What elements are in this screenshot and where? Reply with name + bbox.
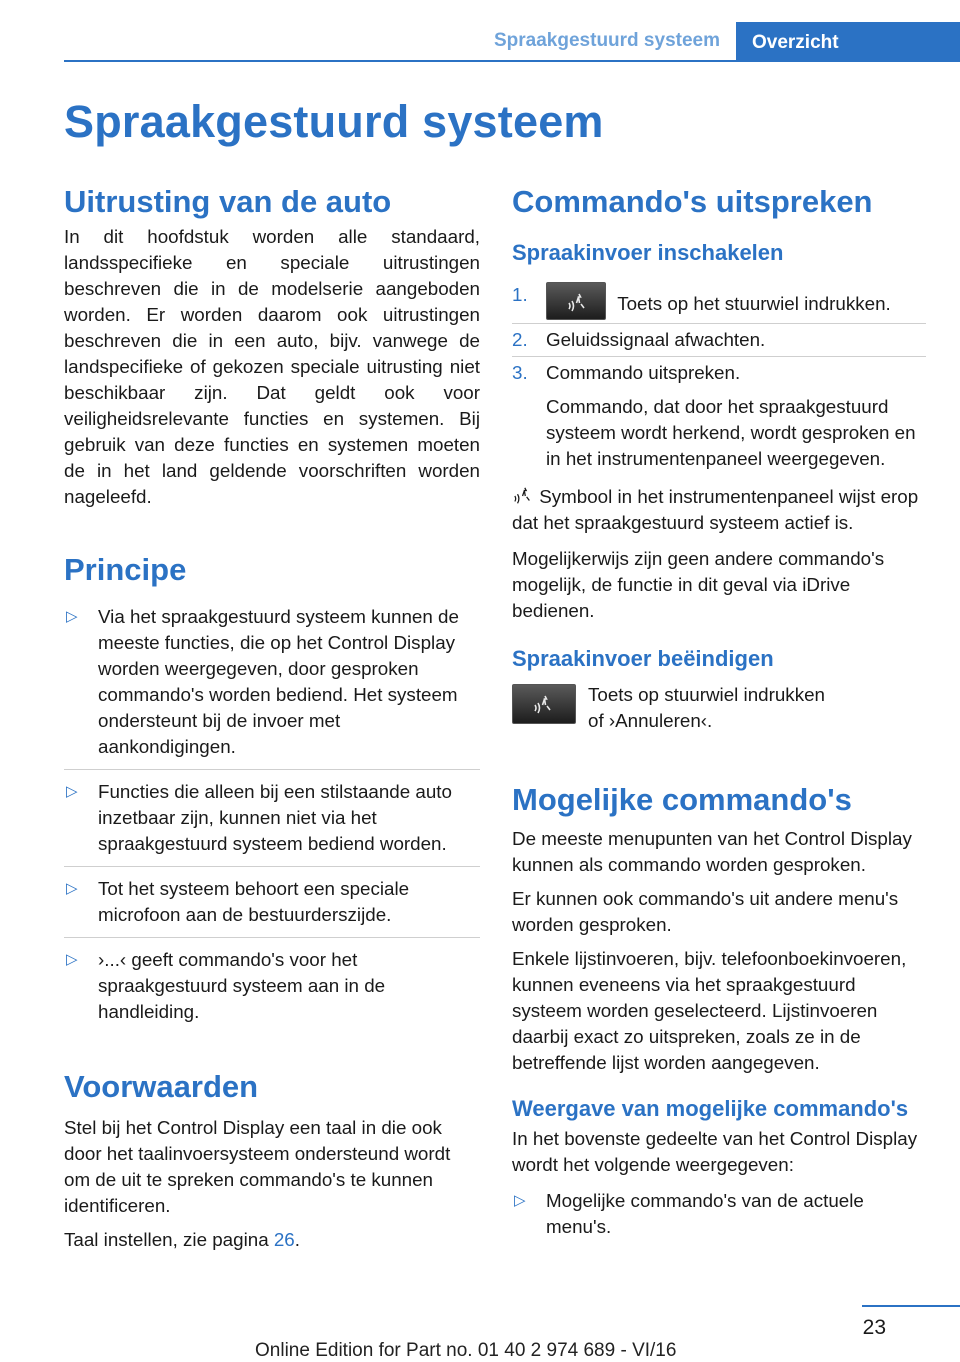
section-title-possible-commands: Mogelijke commando's (512, 782, 852, 817)
list-item: ▷ ›...‹ geeft commando's voor het spraakgestuurd systeem aan in de handleiding. (66, 949, 386, 1022)
triangle-bullet-icon: ▷ (66, 608, 78, 625)
deactivate-line1: Toets op stuurwiel indrukken (588, 684, 825, 705)
footer-rule (862, 1305, 960, 1307)
requirements-paragraph: Stel bij het Control Display een taal in die ook door het taalinvoersysteem ondersteund wordt om de uit te spreken commando's te kunnen identificeren. (64, 1117, 451, 1216)
page-number: 23 (862, 1316, 886, 1339)
display-paragraph: In het bovenste gedeelte van het Control Display wordt het volgende weergegeven: (512, 1128, 918, 1175)
steps-list (512, 282, 926, 472)
voice-icon (565, 290, 589, 314)
subsection-title-deactivate: Spraakinvoer beëindigen (512, 646, 774, 671)
commands-paragraph-2: Er kunnen ook commando's uit andere menu's worden gesproken. (512, 888, 899, 935)
subsection-title-activate: Spraakinvoer inschakelen (512, 240, 784, 265)
step-item: 1. Toets op het stuurwiel indrukken. (512, 282, 926, 320)
right-column (512, 180, 926, 1240)
list-item: ▷ Mogelijke commando's van de actuele menu's. (514, 1190, 864, 1237)
list-item: ▷ Via het spraakgestuurd systeem kunnen de meeste functies, die op het Control Display worden weergegeven, door gesproken commando's worden bediend. Het systeem ondersteunt bij de invoer met aankondigingen. (64, 604, 480, 760)
header-section-title: Spraakgestuurd systeem (494, 30, 720, 51)
voice-button-image (546, 282, 606, 320)
list-item: ▷ Tot het systeem behoort een speciale microfoon aan de bestuurderszijde. (64, 876, 480, 928)
commands-paragraph-3: Enkele lijstinvoeren, bijv. telefoonboekinvoeren, kunnen eveneens via het spraakgestuurd systeem worden geselecteerd. Lijstinvoeren daarbij exact zo uitspreken, zoals ze in de betreffende lijst worden aangegeven. (512, 948, 907, 1073)
triangle-bullet-icon: ▷ (66, 951, 78, 968)
section-title-equipment: Uitrusting van de auto (64, 184, 392, 219)
section-title-requirements: Voorwaarden (64, 1069, 259, 1104)
voice-button-image (512, 684, 576, 724)
triangle-bullet-icon: ▷ (66, 783, 78, 800)
page-link[interactable]: 26 (273, 1229, 295, 1250)
step-item: 3. Commando uitspreken. Commando, dat door het spraakgestuurd systeem wordt herkend, wordt gesproken en in het instrumentenpaneel weergegeven. (512, 360, 926, 472)
triangle-bullet-icon: ▷ (66, 880, 78, 897)
section-title-principle: Principe (64, 552, 187, 587)
step-detail: Commando, dat door het spraakgestuurd systeem wordt herkend, wordt gesproken en in het instrumentenpaneel weergegeven. (546, 396, 916, 469)
alt-note: Mogelijkerwijs zijn geen andere commando's mogelijk, de functie in dit geval via iDrive bedienen. (512, 548, 885, 621)
voice-icon (531, 692, 555, 716)
left-column (64, 180, 480, 1253)
display-list (512, 1188, 926, 1240)
voice-symbol-icon (512, 486, 534, 506)
deactivate-block (512, 682, 926, 734)
principle-list (64, 604, 480, 1025)
step-item: 2. Geluidssignaal afwachten. (512, 327, 926, 353)
triangle-bullet-icon: ▷ (514, 1192, 526, 1209)
subsection-title-display: Weergave van mogelijke commando's (512, 1096, 909, 1121)
symbol-note: Symbool in het instrumentenpaneel wijst erop dat het spraakgestuurd systeem actief is. (512, 486, 919, 533)
list-item: ▷ Functies die alleen bij een stilstaande auto inzetbaar zijn, kunnen niet via het spraakgestuurd systeem bediend worden. (64, 779, 480, 857)
commands-paragraph-1: De meeste menupunten van het Control Display kunnen als commando worden gesproken. (512, 828, 912, 875)
edition-text: Online Edition for Part no. 01 40 2 974 689 - VI/16 (255, 1340, 677, 1361)
language-reference: Taal instellen, zie pagina 26. (64, 1229, 300, 1250)
page-title: Spraakgestuurd systeem (64, 96, 604, 147)
equipment-paragraph: In dit hoofdstuk worden alle standaard, landsspecifieke en speciale uitrustingen beschreven die in de modelserie aangeboden worden. Er worden daarom ook uitrustingen beschreven die in een auto, bijv. vanwege de landspecifieke of gekozen speciale uitrusting niet beschikbaar zijn. Dat geldt ook voor veiligheidsrelevante functies en systemen. Bij gebruik van deze functies en systemen moeten de in het land geldende voorschriften worden nageleefd. (64, 226, 480, 507)
section-title-speak-commands: Commando's uitspreken (512, 184, 873, 219)
deactivate-line2: of ›Annuleren‹. (588, 710, 713, 731)
header-tab: Overzicht (736, 22, 960, 62)
